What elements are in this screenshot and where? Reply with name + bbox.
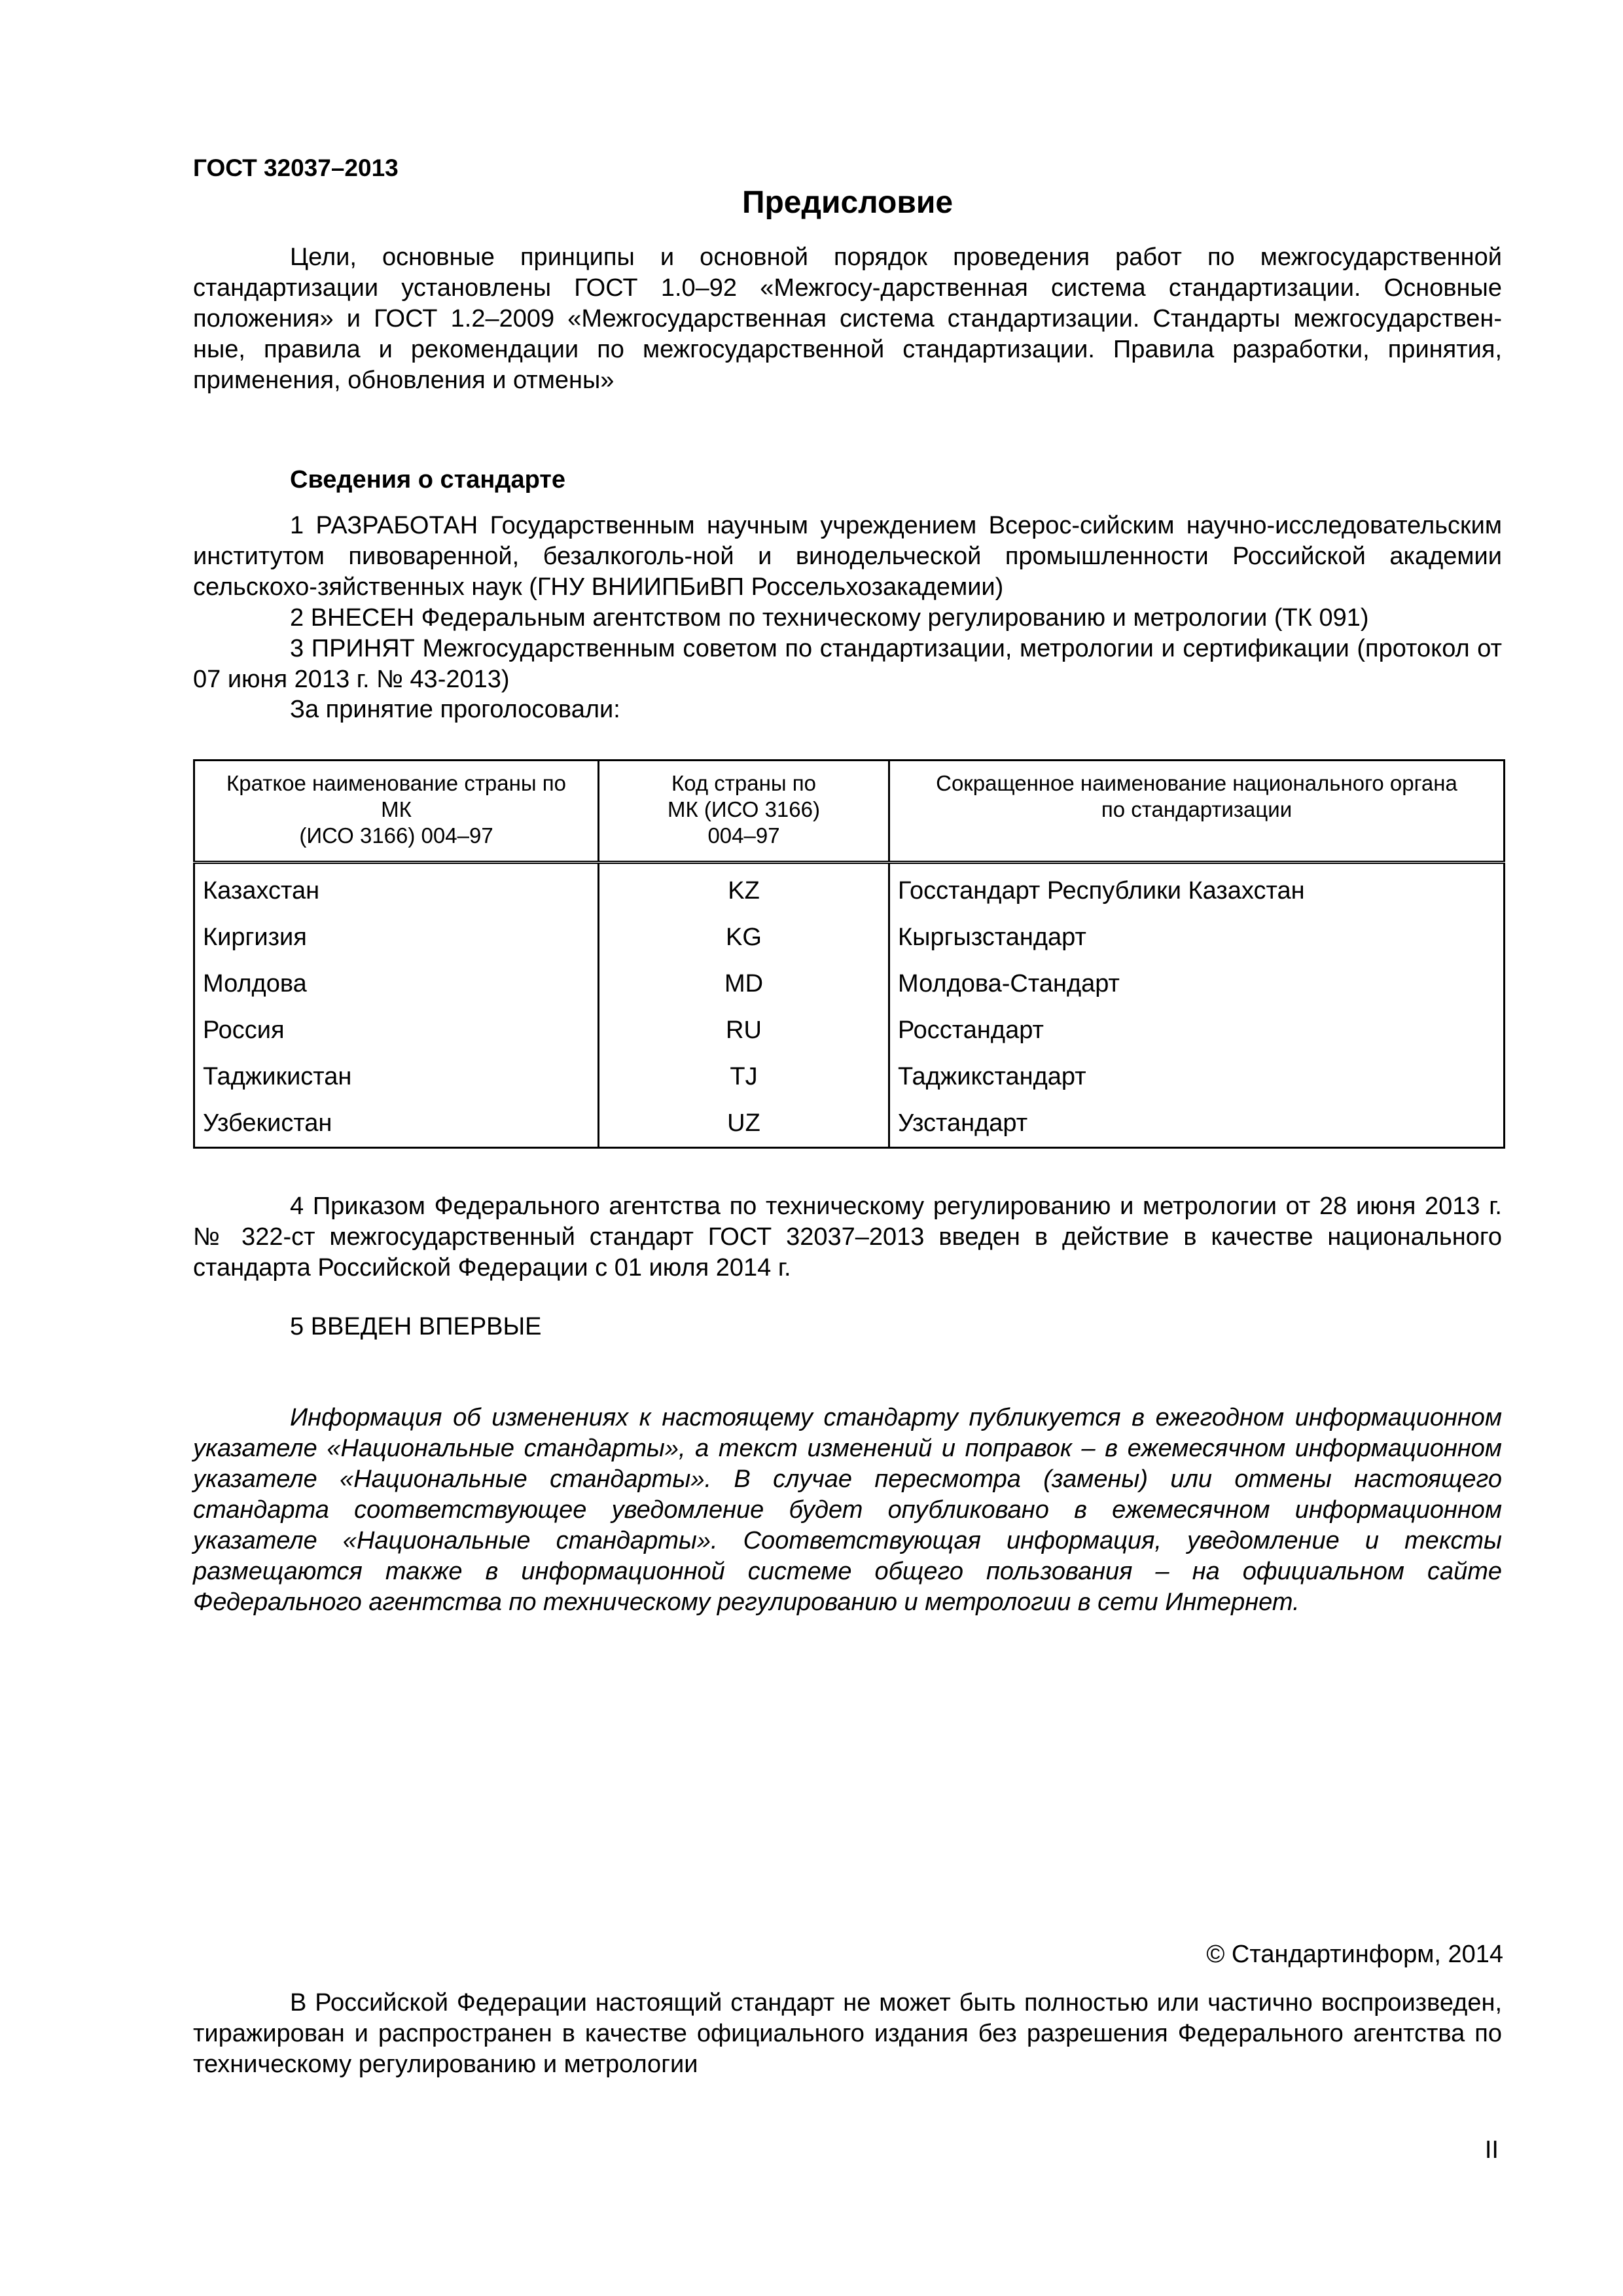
country-cell: Таджикистан [194,1054,599,1100]
country-cell: Россия [194,1007,599,1054]
body-cell: Узстандарт [889,1100,1505,1148]
intro-paragraph: Цели, основные принципы и основной порядок проведения работ по межгосударственной стандартизации установлены ГОСТ 1.0–92 «Межгосу-дарственная система стандартизации. Основные положения» и ГОСТ 1.2–2009 «Межгосударственная система стандартизации. Стандарты межгосударствен-ные, правила и рекомендации по межгосударственной стандартизации. Правила разработки, принятия, применения, обновления и отмены» [193,243,1502,394]
code-cell: KZ [599,863,889,915]
table-row [194,1007,1505,1054]
table-row [194,863,1505,915]
info-item-4: 4 Приказом Федерального агентства по техническому регулированию и метрологии от 28 июня 2013 г. № 322-ст межгосударственный стандарт ГОСТ 32037–2013 введен в действие в качестве национального стандарта Российской Федерации с 01 июля 2014 г. [193,1193,1502,1282]
country-cell: Киргизия [194,914,599,961]
country-cell: Узбекистан [194,1100,599,1148]
code-cell: KG [599,914,889,961]
table-header-row [194,761,1505,863]
body-cell: Кыргызстандарт [889,914,1505,961]
page-title: Предисловие [741,185,954,220]
info-item-1: 1 РАЗРАБОТАН Государственным научным учреждением Всерос-сийским научно-исследовательским институтом пивоваренной, безалкоголь-ной и винодельческой промышленности Российской академии сельскохо-зяйственных наук (ГНУ ВНИИПБиВП Россельхозакадемии) [193,512,1502,601]
copyright-line: © Стандартинформ, 2014 [1206,1941,1503,1968]
section-heading: Сведения о стандарте [290,466,566,493]
table-row [194,1054,1505,1100]
table-row [194,961,1505,1007]
country-cell: Казахстан [194,863,599,915]
voted-label: За принятие проголосовали: [290,696,620,723]
country-cell: Молдова [194,961,599,1007]
body-cell: Таджикстандарт [889,1054,1505,1100]
amendments-notice: Информация об изменениях к настоящему стандарту публикуется в ежегодном информационном указателе «Национальные стандарты», а текст изменений и поправок – в ежемесячном информационном указателе «Национальные стандарты». В случае пересмотра (замены) или отмены настоящего стандарта соответствующее уведомление будет опубликовано в ежемесячном информационном указателе «Национальные стандарты». Соответствующая информация, уведомление и тексты размещаются также в информационной системе общего пользования – на официальном сайте Федерального агентства по техническому регулированию и метрологии в сети Интернет. [193,1404,1502,1616]
info-item-2: 2 ВНЕСЕН Федеральным агентством по техническому регулированию и метрологии (ТК 091) [290,604,1369,632]
header-national-body: Сокращенное наименование национального органа по стандартизации [889,761,1505,863]
code-cell: MD [599,961,889,1007]
body-cell: Молдова-Стандарт [889,961,1505,1007]
reproduction-notice: В Российской Федерации настоящий стандарт не может быть полностью или частично воспроизведен, тиражирован и распространен в качестве официального издания без разрешения Федерального агентства по техническому регулированию и метрологии [193,1989,1502,2078]
body-cell: Росстандарт [889,1007,1505,1054]
info-item-5: 5 ВВЕДЕН ВПЕРВЫЕ [290,1313,542,1340]
info-item-3: 3 ПРИНЯТ Межгосударственным советом по стандартизации, метрологии и сертификации (протокол от 07 июня 2013 г. № 43-2013) [193,635,1502,693]
header-country-name: Краткое наименование страны по МК (ИСО 3166) 004–97 [194,761,599,863]
code-cell: UZ [599,1100,889,1148]
code-cell: TJ [599,1054,889,1100]
code-cell: RU [599,1007,889,1054]
header-country-code: Код страны по МК (ИСО 3166) 004–97 [599,761,889,863]
document-id: ГОСТ 32037–2013 [193,154,399,181]
body-cell: Госстандарт Республики Казахстан [889,863,1505,915]
voting-table [193,759,1505,1149]
page-number: II [1484,2136,1499,2164]
table-row [194,1100,1505,1148]
table-row [194,914,1505,961]
